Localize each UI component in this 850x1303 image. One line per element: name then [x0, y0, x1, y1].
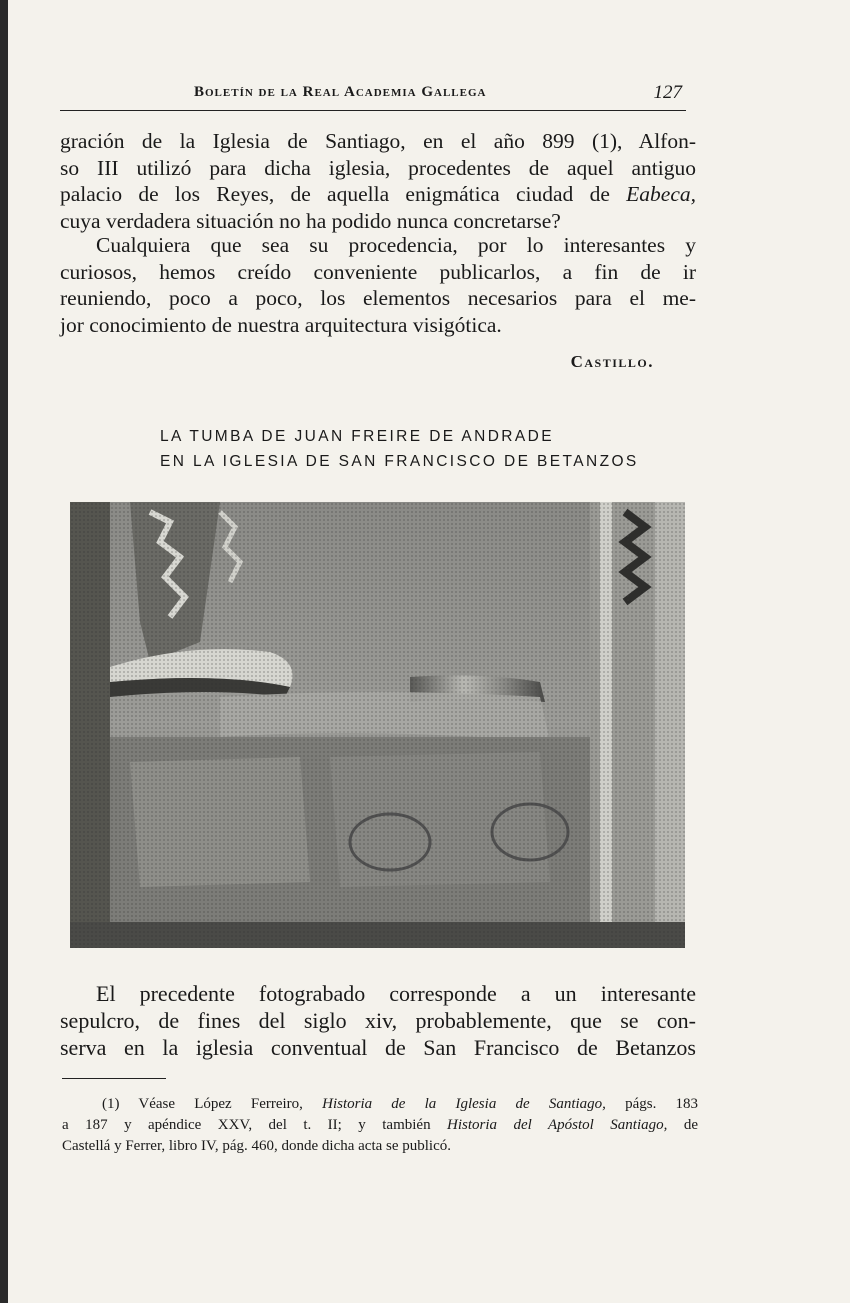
italic-book-title: Historia del Apóstol Santiago, — [447, 1117, 668, 1133]
photo-caption — [160, 424, 639, 474]
paragraph-3 — [60, 980, 696, 1061]
text-line: jor conocimiento de nuestra arquitectura visigótica. — [60, 312, 502, 337]
caption-line-1: LA TUMBA DE JUAN FREIRE DE ANDRADE — [160, 428, 554, 445]
footnote-line-1 — [62, 1094, 698, 1115]
paragraph-1 — [60, 128, 696, 234]
caption-line-2: EN LA IGLESIA DE SAN FRANCISCO DE BETANZOS — [160, 453, 639, 470]
signature-text: Castillo. — [570, 352, 654, 371]
text-fragment: a 187 y apéndice XXV, del t. II; y también — [62, 1117, 431, 1133]
footnote — [62, 1094, 698, 1157]
text-line: curiosos, hemos creído conveniente publicarlos, a fin de ir — [60, 259, 696, 284]
author-signature — [571, 352, 654, 372]
text-fragment: de — [683, 1117, 698, 1133]
text-line: reuniendo, poco a poco, los elementos necesarios para el me- — [60, 286, 696, 310]
text-fragment: palacio de los Reyes, de aquella enigmática ciudad de — [60, 182, 610, 206]
text-fragment: (1) Véase López Ferreiro, — [102, 1096, 303, 1112]
page-number: 127 — [653, 82, 682, 103]
text-line: El precedente fotograbado corresponde a un interesante — [96, 981, 696, 1006]
italic-place-name: Eabeca, — [626, 182, 696, 206]
text-line: Cualquiera que sea su procedencia, por lo interesantes y — [96, 233, 696, 257]
text-line: cuya verdadera situación no ha podido nunca concretarse? — [60, 208, 561, 233]
tomb-photograph — [70, 502, 685, 948]
page-edge-shadow — [0, 0, 8, 1303]
journal-title: Boletín de la Real Academia Gallega — [194, 84, 487, 100]
text-line: sepulcro, de fines del siglo xiv, probablemente, que se con- — [60, 1008, 696, 1033]
text-fragment: págs. 183 — [625, 1096, 699, 1112]
footnote-line-3: Castellá y Ferrer, libro IV, pág. 460, donde dicha acta se publicó. — [62, 1138, 452, 1154]
text-line: so III utilizó para dicha iglesia, procedentes de aquel antiguo — [60, 155, 696, 180]
italic-book-title: Historia de la Iglesia de Santiago, — [322, 1096, 606, 1112]
footnote-line-2 — [62, 1115, 698, 1136]
text-line: serva en la iglesia conventual de San Francisco de Betanzos — [60, 1035, 696, 1060]
photograph-image — [70, 502, 685, 948]
text-line: gración de la Iglesia de Santiago, en el año 899 (1), Alfon- — [60, 129, 696, 153]
text-line-with-italic — [60, 181, 696, 208]
paragraph-2 — [60, 232, 696, 338]
footnote-rule — [62, 1078, 166, 1079]
running-header — [60, 80, 686, 111]
